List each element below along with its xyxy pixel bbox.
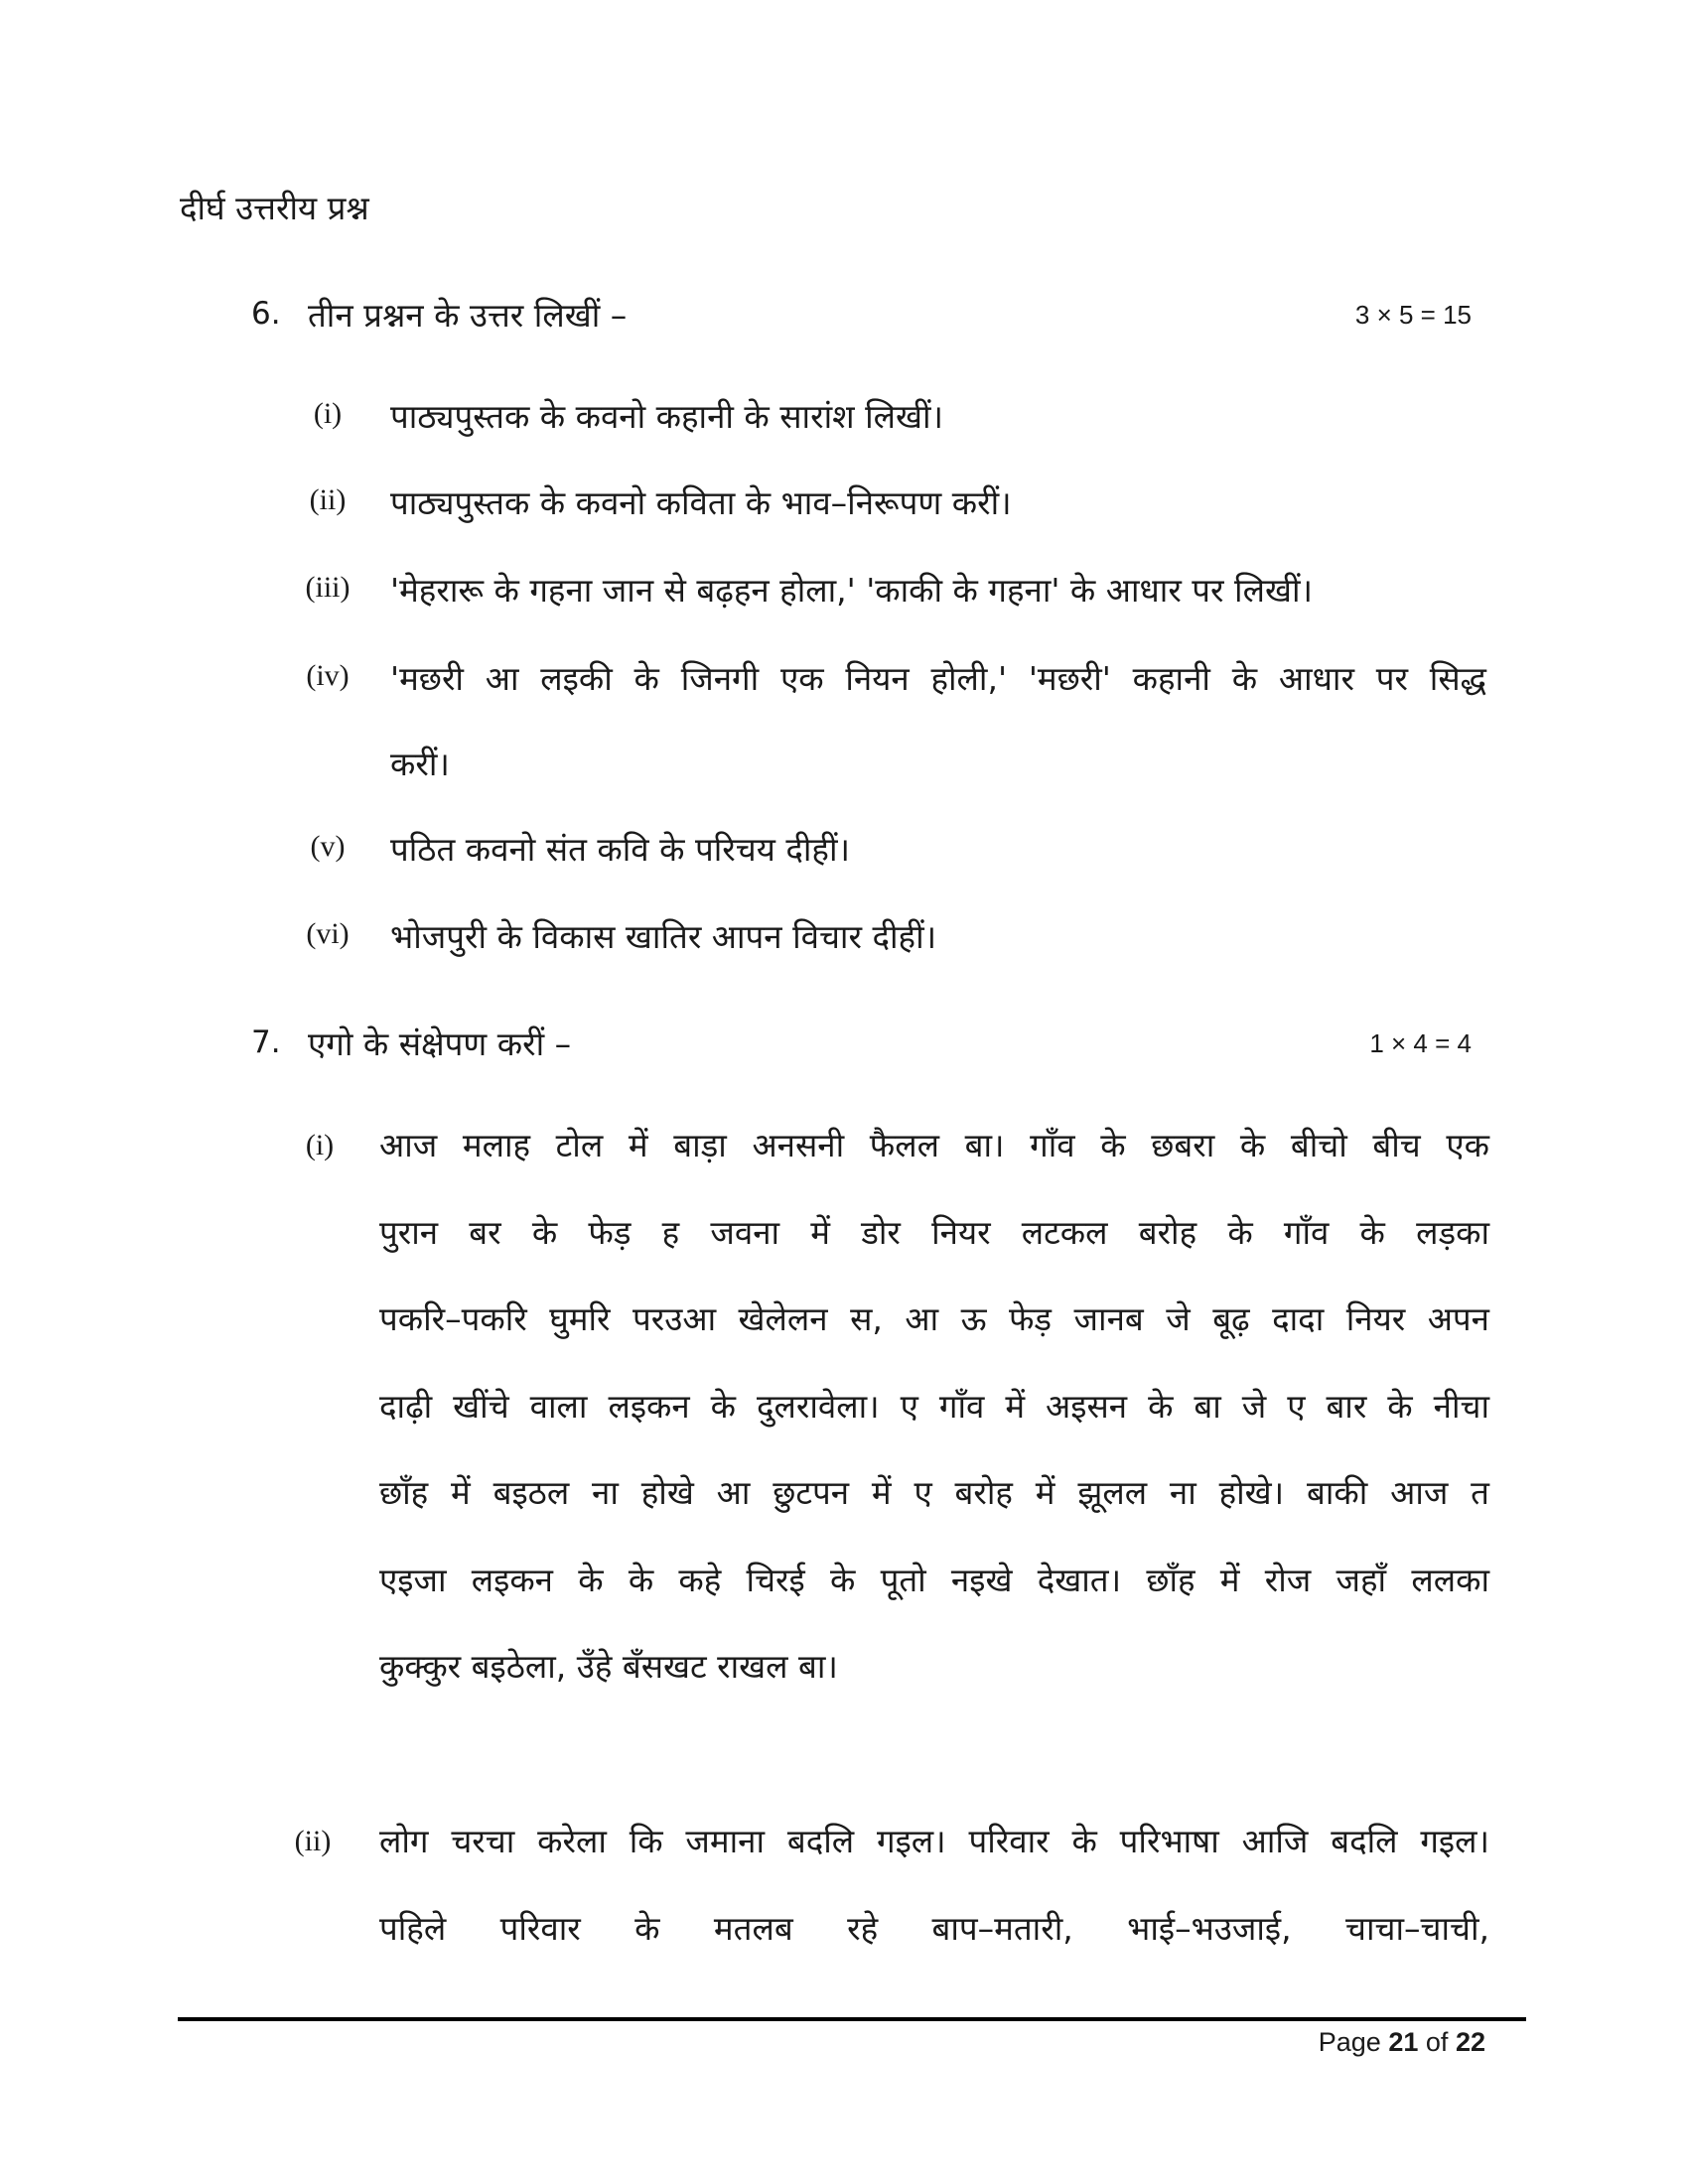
q6-item-text: 'मेहरारू के गहना जान से बढ़हन होला,' 'काकी के गहना' के आधार पर लिखीं। (390, 571, 1314, 610)
q6-item-text: पाठ्यपुस्तक के कवनो कविता के भाव–निरूपण करीं। (390, 483, 1012, 522)
q6-item-label: (vi) (306, 917, 350, 950)
page-current: 21 (1388, 2027, 1419, 2057)
q7-passage-2 (379, 1798, 1489, 1972)
q6-item-label: (iii) (305, 571, 351, 604)
q6-item-text: भोजपुरी के विकास खातिर आपन विचार दीहीं। (390, 917, 937, 956)
passage-line: दाढ़ी खींचे वाला लइकन के दुलरावेला। ए गाँव में अइसन के बा जे ए बार के नीचा (379, 1386, 1489, 1426)
page-of: of (1425, 2027, 1449, 2057)
page-prefix: Page (1318, 2027, 1381, 2057)
footer-divider (178, 2017, 1526, 2021)
passage-line: छाँह में बइठल ना होखे आ छुटपन में ए बरोह में झूलल ना होखे। बाकी आज त (379, 1473, 1489, 1512)
q7-text: एगो के संक्षेपण करीं – (308, 1024, 572, 1063)
q6-item-label: (iv) (306, 659, 350, 692)
q7-item-label: (i) (305, 1129, 335, 1161)
q6-text: तीन प्रश्नन के उत्तर लिखीं – (308, 296, 628, 335)
q6-marks: 3 × 5 = 15 (1354, 300, 1472, 330)
q6-item-label: (ii) (309, 483, 347, 516)
q6-number: 6. (251, 296, 281, 332)
q6-item-text-continued: करीं। (390, 745, 450, 783)
page-number (1319, 2027, 1485, 2058)
q7-passage-1 (379, 1102, 1489, 1710)
q6-item-text: पठित कवनो संत कवि के परिचय दीहीं। (390, 830, 850, 869)
q6-item-text: 'मछरी आ लइकी के जिनगी एक नियन होली,' 'मछरी' कहानी के आधार पर सिद्ध (390, 659, 1486, 698)
page-total: 22 (1455, 2027, 1485, 2057)
section-title: दीर्घ उत्तरीय प्रश्न (180, 189, 369, 227)
passage-line: एइजा लइकन के के कहे चिरई के पूतो नइखे देखात। छाँह में रोज जहाँ ललका (379, 1560, 1489, 1599)
q7-marks: 1 × 4 = 4 (1369, 1028, 1472, 1058)
passage-line: आज मलाह टोल में बाड़ा अनसनी फैलल बा। गाँव के छबरा के बीचो बीच एक (379, 1126, 1489, 1164)
passage-line: लोग चरचा करेला कि जमाना बदलि गइल। परिवार के परिभाषा आजि बदलि गइल। (379, 1822, 1489, 1860)
q6-item-text: पाठ्यपुस्तक के कवनो कहानी के सारांश लिखीं। (390, 397, 944, 436)
passage-line: कुक्कुर बइठेला, उँहे बँसखट राखल बा। (379, 1647, 838, 1686)
q7-item-label: (ii) (294, 1825, 332, 1857)
q7-number: 7. (251, 1024, 281, 1060)
q6-item-label: (i) (313, 397, 343, 430)
q6-item-label: (v) (310, 830, 346, 863)
passage-line: पहिले परिवार के मतलब रहे बाप–मतारी, भाई–भउजाई, चाचा–चाची, (379, 1908, 1489, 1948)
passage-line: पकरि–पकरि घुमरि परउआ खेलेलन स, आ ऊ फेड़ जानब जे बूढ़ दादा नियर अपन (379, 1299, 1489, 1338)
passage-line: पुरान बर के फेड़ ह जवना में डोर नियर लटकल बरोह के गाँव के लड़का (379, 1212, 1489, 1252)
